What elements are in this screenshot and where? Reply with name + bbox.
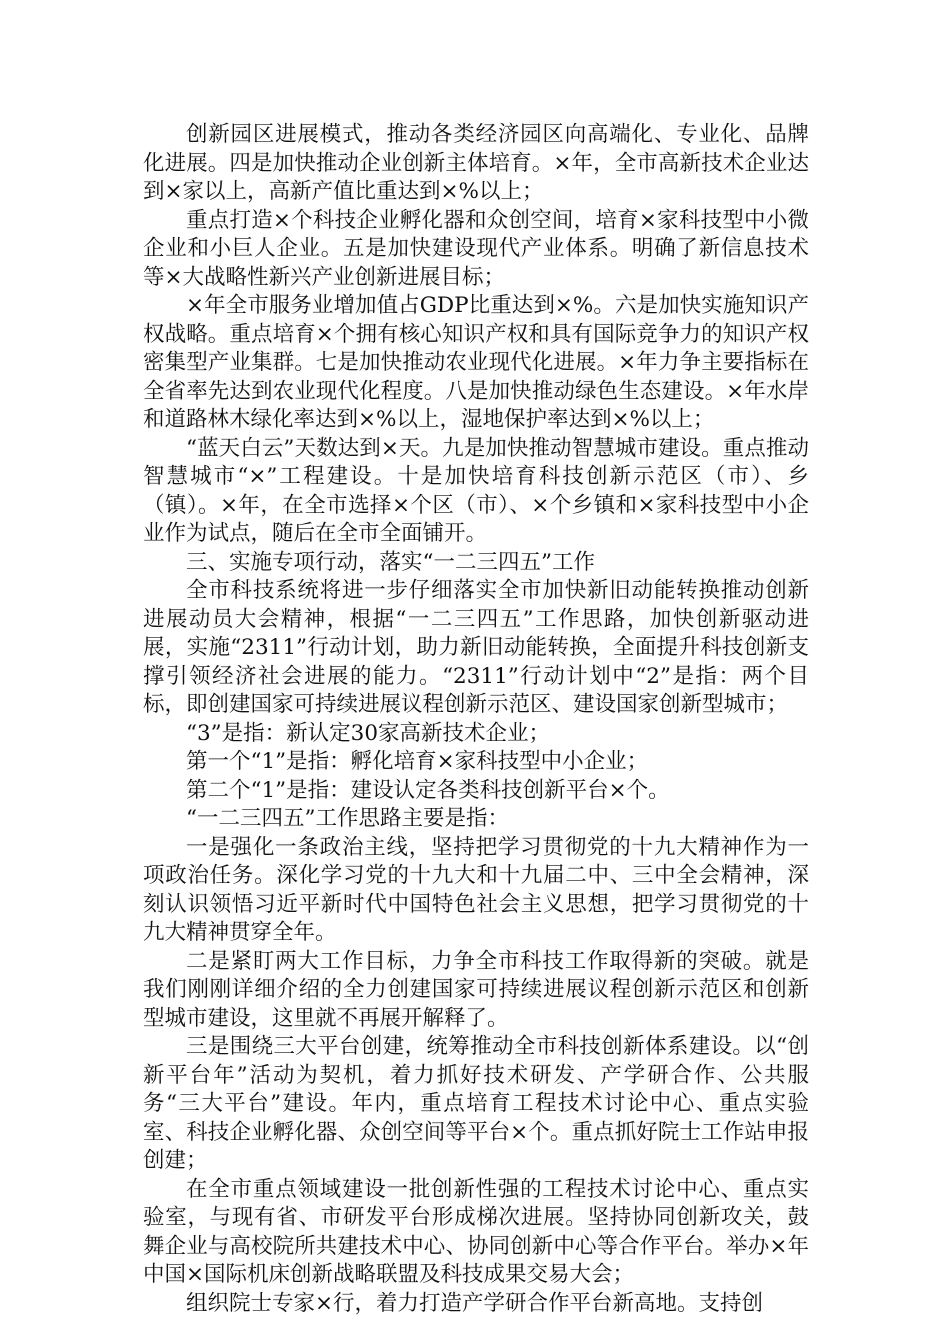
paragraph-7: “3”是指：新认定30家高新技术企业；	[186, 720, 551, 746]
paragraph-3: ×年全市服务业增加值占GDP比重达到×%。六是加快实施知识产权战略。重点培育×个拥有核心知识产权和具有国际竞争力的知识产权密集型产业集群。七是加快推动农业现代化进展。×年力争主要指标在全省率先达到农业现代化程度。八是加快推动绿色生态建设。×年水岸和道路林木绿化率达到×%以上，湿地保护率达到×%以上；	[143, 293, 809, 432]
paragraph-15: 组织院士专家×行，着力打造产学研合作平台新高地。支持创	[186, 1290, 764, 1316]
paragraph-8: 第一个“1”是指：孵化培育×家科技型中小企业；	[186, 749, 649, 774]
paragraph-9: 第二个“1”是指：建设认定各类科技创新平台×个。	[186, 777, 670, 803]
paragraph-11: 一是强化一条政治主线，坚持把学习贯彻党的十九大精神作为一项政治任务。深化学习党的十九大和十九届二中、三中全会精神，深刻认识领悟习近平新时代中国特色社会主义思想，把学习贯彻党的十九大精神贯穿全年。	[143, 834, 809, 945]
document-page	[143, 121, 809, 1318]
paragraph-1: 创新园区进展模式，推动各类经济园区向高端化、专业化、品牌化进展。四是加快推动企业创新主体培育。×年，全市高新技术企业达到×家以上，高新产值比重达到×%以上；	[143, 122, 809, 204]
paragraph-10: “一二三四五”工作思路主要是指：	[186, 806, 509, 831]
paragraph-4: “蓝天白云”天数达到×天。九是加快推动智慧城市建设。重点推动智慧城市“×”工程建设。十是加快培育科技创新示范区（市）、乡（镇）。×年，在全市选择×个区（市）、×个乡镇和×家科技型中小企业作为试点，随后在全市全面铺开。	[143, 435, 809, 546]
section-heading-3: 三、实施专项行动，落实“一二三四五”工作	[186, 549, 595, 575]
paragraph-12: 二是紧盯两大工作目标，力争全市科技工作取得新的突破。就是我们刚刚详细介绍的全力创建国家可持续进展议程创新示范区和创新型城市建设，这里就不再展开解释了。	[143, 948, 809, 1031]
paragraph-6: 全市科技系统将进一步仔细落实全市加快新旧动能转换推动创新进展动员大会精神，根据“一二三四五”工作思路，加快创新驱动进展，实施“2311”行动计划，助力新旧动能转换，全面提升科技创新支撑引领经济社会进展的能力。“2311”行动计划中“2”是指：两个目标，即创建国家可持续进展议程创新示范区、建设国家创新型城市；	[143, 578, 809, 717]
paragraph-14: 在全市重点领域建设一批创新性强的工程技术讨论中心、重点实验室，与现有省、市研发平台形成梯次进展。坚持协同创新攻关，鼓舞企业与高校院所共建技术中心、协同创新中心等合作平台。举办×年中国×国际机床创新战略联盟及科技成果交易大会；	[143, 1176, 809, 1287]
paragraph-13: 三是围绕三大平台创建，统筹推动全市科技创新体系建设。以“创新平台年”活动为契机，着力抓好技术研发、产学研合作、公共服务“三大平台”建设。年内，重点培育工程技术讨论中心、重点实验室、科技企业孵化器、众创空间等平台×个。重点抓好院士工作站申报创建；	[143, 1034, 809, 1173]
paragraph-2: 重点打造×个科技企业孵化器和众创空间，培育×家科技型中小微企业和小巨人企业。五是加快建设现代产业体系。明确了新信息技术等×大战略性新兴产业创新进展目标；	[143, 207, 809, 290]
